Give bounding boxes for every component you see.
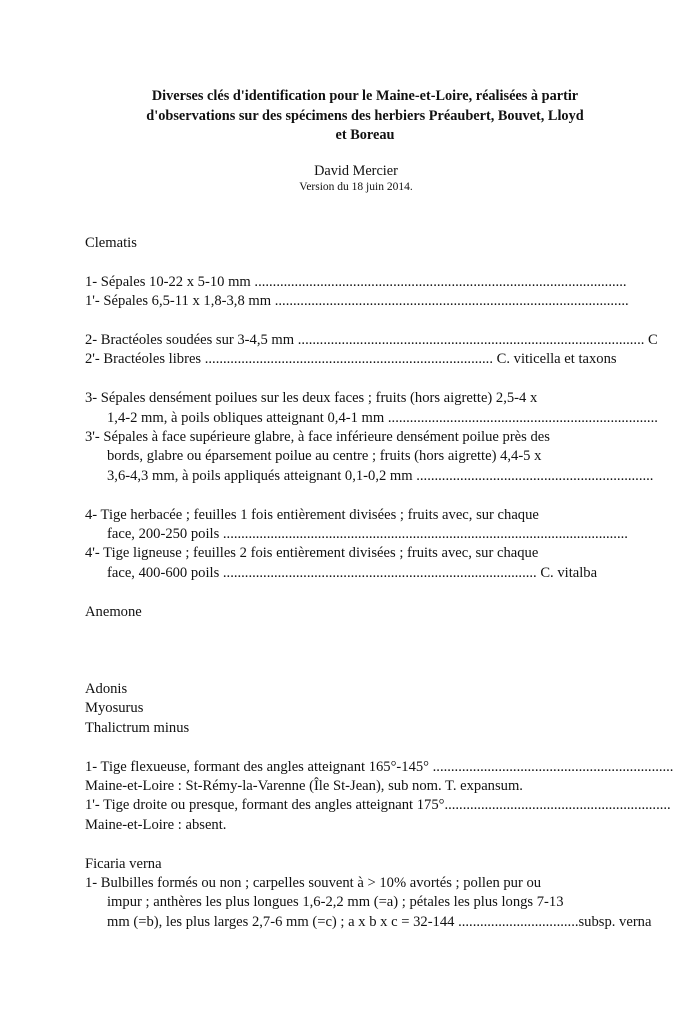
title-line-3: et Boreau xyxy=(335,127,395,143)
title-line-2: d'observations sur des spécimens des herbiers Préaubert, Bouvet, Lloyd xyxy=(146,107,584,124)
key-couplet-2: 2- Bractéoles soudées sur 3-4,5 mm ............................................................................................... C xyxy=(85,332,658,348)
key-couplet-1: 1- Sépales 10-22 x 5-10 mm ...................................................................................................... xyxy=(85,273,627,290)
ficaria-couplet-1-line-1: 1- Bulbilles formés ou non ; carpelles souvent à > 10% avortés ; pollen pur ou xyxy=(85,875,542,892)
thalictrum-couplet-1-locality: Maine-et-Loire : St-Rémy-la-Varenne (Île St-Jean), sub nom. T. expansum. xyxy=(85,778,523,795)
key-couplet-3-alt-line-3: 3,6-4,3 mm, à poils appliqués atteignant 0,1-0,2 mm ................................................................. xyxy=(107,467,654,484)
section-heading-clematis: Clematis xyxy=(85,235,137,251)
key-couplet-3-line-2: 1,4-2 mm, à poils obliques atteignant 0,4-1 mm .......................................................................... xyxy=(107,409,658,426)
thalictrum-couplet-1-alt: 1'- Tige droite ou presque, formant des angles atteignant 175°.............................................................. xyxy=(85,797,671,814)
key-couplet-3-alt-line-2: bords, glabre ou éparsement poilue au centre ; fruits (hors aigrette) 4,4-5 x xyxy=(107,448,542,465)
title-line-1: Diverses clés d'identification pour le Maine-et-Loire, réalisées à partir xyxy=(151,88,579,104)
thalictrum-couplet-1-alt-locality: Maine-et-Loire : absent. xyxy=(85,816,227,833)
key-couplet-4-line-1: 4- Tige herbacée ; feuilles 1 fois entièrement divisées ; fruits avec, sur chaque xyxy=(85,506,539,523)
section-heading-thalictrum: Thalictrum minus xyxy=(85,719,190,736)
ficaria-couplet-1-line-2: impur ; anthères les plus longues 1,6-2,2 mm (=a) ; pétales les plus longs 7-13 xyxy=(107,894,564,911)
key-couplet-4-line-2: face, 200-250 poils ............................................................................................................... xyxy=(107,526,628,543)
ficaria-couplet-1-line-3: mm (=b), les plus larges 2,7-6 mm (=c) ; a x b x c = 32-144 .................................subsp. verna xyxy=(107,913,652,930)
section-heading-ficaria: Ficaria verna xyxy=(85,855,162,872)
section-heading-myosurus: Myosurus xyxy=(85,700,144,717)
author-name: David Mercier xyxy=(314,163,398,179)
section-heading-anemone: Anemone xyxy=(85,603,142,620)
section-heading-adonis: Adonis xyxy=(85,681,128,698)
key-couplet-3-alt-line-1: 3'- Sépales à face supérieure glabre, à face inférieure densément poilue près des xyxy=(85,429,550,446)
document-title xyxy=(100,87,630,146)
key-couplet-2-alt: 2'- Bractéoles libres ............................................................................... C. viticella et taxons xyxy=(85,351,617,368)
document-body xyxy=(85,234,683,932)
key-couplet-1-alt: 1'- Sépales 6,5-11 x 1,8-3,8 mm ................................................................................................. xyxy=(85,293,629,310)
key-couplet-4-alt-line-2: face, 400-600 poils ...................................................................................... C. vitalba xyxy=(107,564,598,581)
key-couplet-3-line-1: 3- Sépales densément poilues sur les deux faces ; fruits (hors aigrette) 2,5-4 x xyxy=(85,390,538,407)
version-date: Version du 18 juin 2014. xyxy=(299,181,413,193)
key-couplet-4-alt-line-1: 4'- Tige ligneuse ; feuilles 2 fois entièrement divisées ; fruits avec, sur chaque xyxy=(85,545,539,562)
thalictrum-couplet-1: 1- Tige flexueuse, formant des angles atteignant 165°-145° .................................................................. xyxy=(85,758,674,775)
